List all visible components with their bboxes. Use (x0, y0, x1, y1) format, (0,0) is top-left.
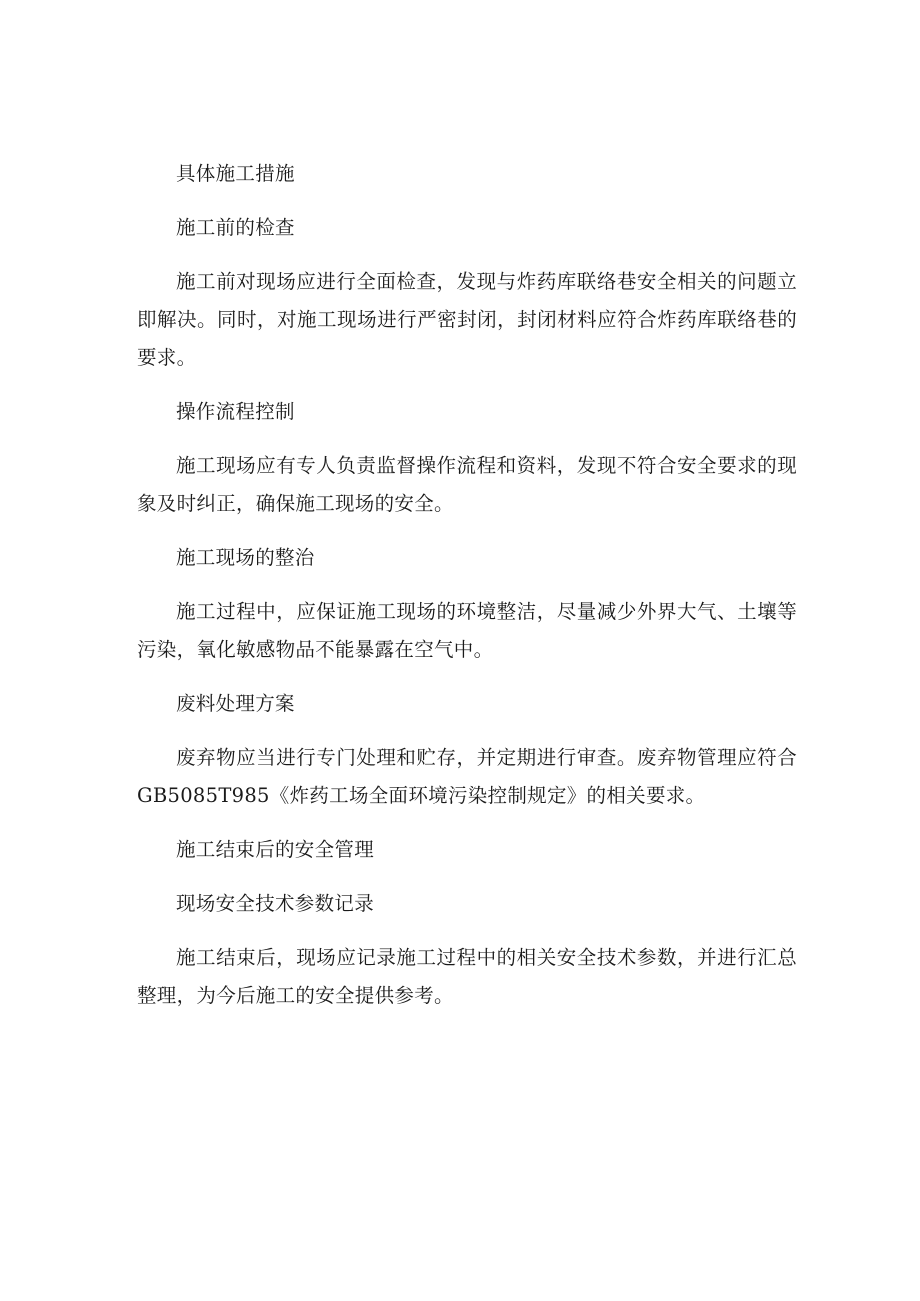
paragraph: 施工过程中，应保证施工现场的环境整洁，尽量减少外界大气、土壤等污染，氧化敏感物品不能暴露在空气中。 (137, 600, 797, 661)
section-heading: 施工结束后的安全管理 (176, 838, 375, 861)
paragraph: 施工结束后，现场应记录施工过程中的相关安全技术参数，并进行汇总整理，为今后施工的安全提供参考。 (137, 946, 797, 1007)
section-heading: 废料处理方案 (176, 692, 295, 715)
section-heading: 施工现场的整治 (176, 546, 315, 569)
paragraph: 施工现场应有专人负责监督操作流程和资料，发现不符合安全要求的现象及时纠正，确保施工现场的安全。 (137, 454, 797, 515)
section-heading: 施工前的检查 (176, 216, 295, 239)
section-heading: 操作流程控制 (176, 400, 295, 423)
paragraph: 施工前对现场应进行全面检查，发现与炸药库联络巷安全相关的问题立即解决。同时，对施工现场进行严密封闭，封闭材料应符合炸药库联络巷的要求。 (137, 270, 797, 369)
document-body (137, 155, 797, 1031)
section-heading: 现场安全技术参数记录 (176, 892, 375, 915)
paragraph: 废弃物应当进行专门处理和贮存，并定期进行审查。废弃物管理应符合GB5085T985《炸药工场全面环境污染控制规定》的相关要求。 (137, 746, 797, 807)
section-heading: 具体施工措施 (176, 162, 295, 185)
